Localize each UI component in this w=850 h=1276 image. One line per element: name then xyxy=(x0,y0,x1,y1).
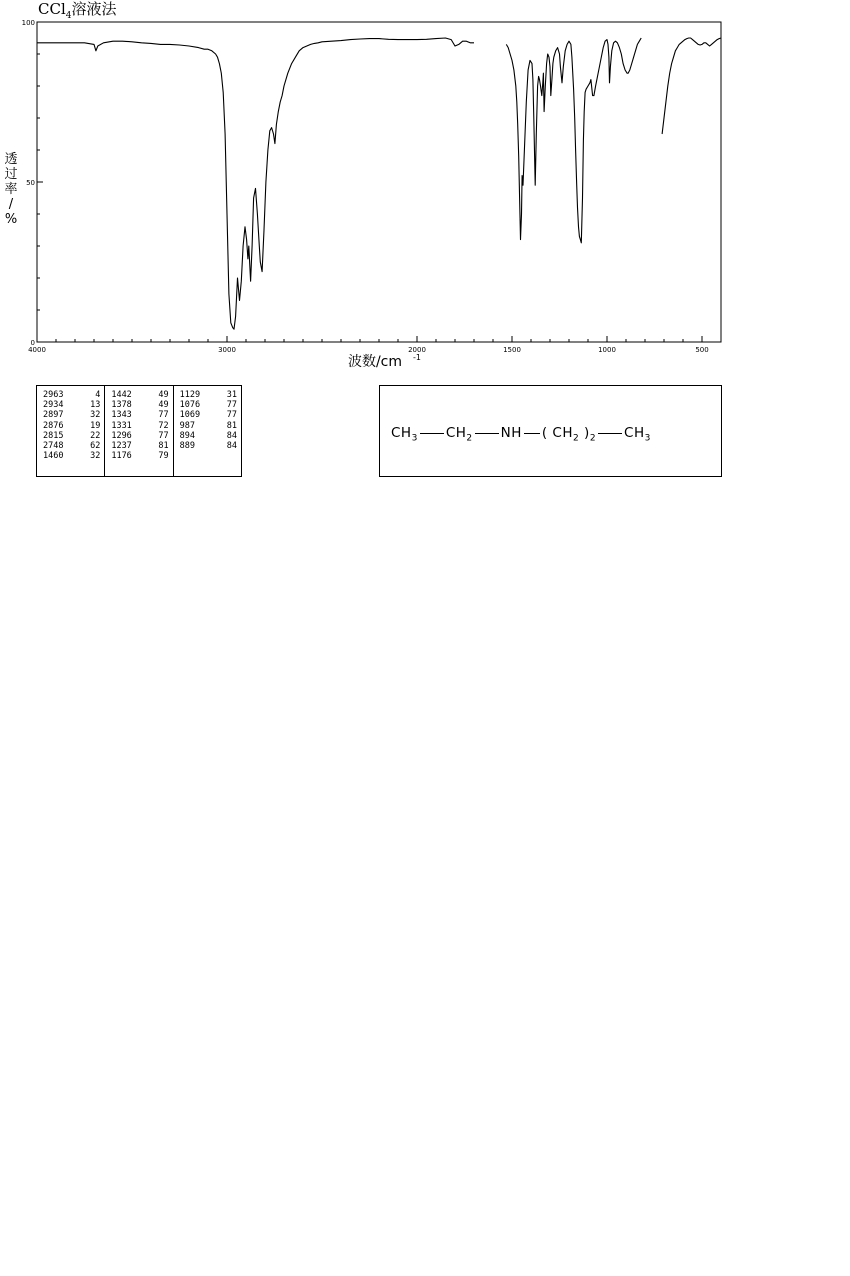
x-tick-label: 2000 xyxy=(408,346,426,354)
peak-table-column xyxy=(173,386,241,476)
peak-transmittance: 77 xyxy=(158,430,169,441)
peak-wavenumber: 894 xyxy=(179,430,196,441)
peak-row xyxy=(43,451,100,461)
peak-row xyxy=(111,451,168,461)
peak-row xyxy=(111,441,168,451)
peak-transmittance: 84 xyxy=(226,430,237,441)
peak-transmittance: 19 xyxy=(90,420,101,431)
peak-row xyxy=(43,421,100,431)
spectrum-title: CCl$_4$溶液法 xyxy=(38,0,117,21)
peak-transmittance: 32 xyxy=(90,451,101,462)
x-tick-label: 3000 xyxy=(218,346,236,354)
peak-row xyxy=(111,410,168,420)
peak-row xyxy=(180,390,237,400)
peak-wavenumber: 1076 xyxy=(179,400,201,411)
x-axis-label: 波数/cm xyxy=(347,354,403,370)
peak-transmittance: 13 xyxy=(90,400,101,411)
peak-table-column xyxy=(37,386,104,476)
y-tick-label: 0 xyxy=(30,339,35,347)
peak-wavenumber: 1176 xyxy=(111,451,132,462)
x-tick-label: 500 xyxy=(695,346,709,354)
x-axis-label-exponent: -1 xyxy=(413,353,421,362)
y-tick-label: 100 xyxy=(21,19,35,27)
peak-wavenumber: 889 xyxy=(179,440,196,451)
x-tick-label: 1500 xyxy=(503,346,521,354)
spectrum-trace xyxy=(37,38,474,329)
peak-transmittance: 81 xyxy=(226,420,237,431)
peak-transmittance: 62 xyxy=(90,440,101,451)
ir-spectrum-chart xyxy=(0,0,850,380)
peak-row xyxy=(180,410,237,420)
peak-row xyxy=(43,410,100,420)
peak-row xyxy=(43,390,100,400)
peak-row xyxy=(111,431,168,441)
peak-wavenumber: 1343 xyxy=(111,410,132,421)
peak-row xyxy=(180,431,237,441)
peak-transmittance: 32 xyxy=(90,410,101,421)
peak-transmittance: 77 xyxy=(226,400,237,411)
peak-row xyxy=(111,400,168,410)
peak-transmittance: 81 xyxy=(158,440,169,451)
plot-frame xyxy=(37,22,721,342)
peak-transmittance: 79 xyxy=(158,451,169,462)
peak-table-column xyxy=(104,386,172,476)
peak-row xyxy=(111,390,168,400)
peak-wavenumber: 2748 xyxy=(43,440,64,451)
structure-box xyxy=(379,385,722,477)
peak-wavenumber: 1460 xyxy=(43,451,64,462)
y-axis-label: 透 过 率 / % xyxy=(4,152,18,227)
peak-row xyxy=(43,441,100,451)
peak-wavenumber: 1378 xyxy=(111,400,132,411)
peak-row xyxy=(43,431,100,441)
peak-wavenumber: 1442 xyxy=(111,390,132,400)
peak-transmittance: 49 xyxy=(158,390,169,400)
peak-transmittance: 4 xyxy=(95,390,101,400)
peak-wavenumber: 1129 xyxy=(179,390,201,400)
peak-row xyxy=(43,400,100,410)
peak-table xyxy=(36,385,242,477)
x-tick-label: 1000 xyxy=(598,346,616,354)
x-tick-label: 4000 xyxy=(28,346,46,354)
peak-wavenumber: 987 xyxy=(179,420,196,431)
peak-wavenumber: 2934 xyxy=(43,400,64,411)
y-tick-label: 50 xyxy=(26,179,35,187)
peak-row xyxy=(180,400,237,410)
peak-wavenumber: 2876 xyxy=(43,420,64,431)
peak-transmittance: 84 xyxy=(226,440,237,451)
peak-wavenumber: 2963 xyxy=(43,390,64,400)
peak-wavenumber: 1296 xyxy=(111,430,132,441)
spectrum-trace xyxy=(662,38,721,134)
peak-transmittance: 72 xyxy=(158,420,169,431)
peak-transmittance: 22 xyxy=(90,430,101,441)
peak-wavenumber: 2815 xyxy=(43,430,64,441)
peak-transmittance: 77 xyxy=(158,410,169,421)
peak-wavenumber: 1331 xyxy=(111,420,132,431)
peak-wavenumber: 1069 xyxy=(179,410,201,421)
spectrum-trace xyxy=(506,38,641,243)
peak-row xyxy=(180,441,237,451)
peak-transmittance: 49 xyxy=(158,400,169,411)
peak-wavenumber: 1237 xyxy=(111,440,132,451)
peak-wavenumber: 2897 xyxy=(43,410,64,421)
peak-row xyxy=(180,421,237,431)
peak-transmittance: 31 xyxy=(226,390,237,400)
peak-row xyxy=(111,421,168,431)
structure-formula: $CH_3$ $CH_2$ NH ( $CH_2$ )$_2$ $CH_3$ xyxy=(391,425,651,444)
peak-transmittance: 77 xyxy=(226,410,237,421)
